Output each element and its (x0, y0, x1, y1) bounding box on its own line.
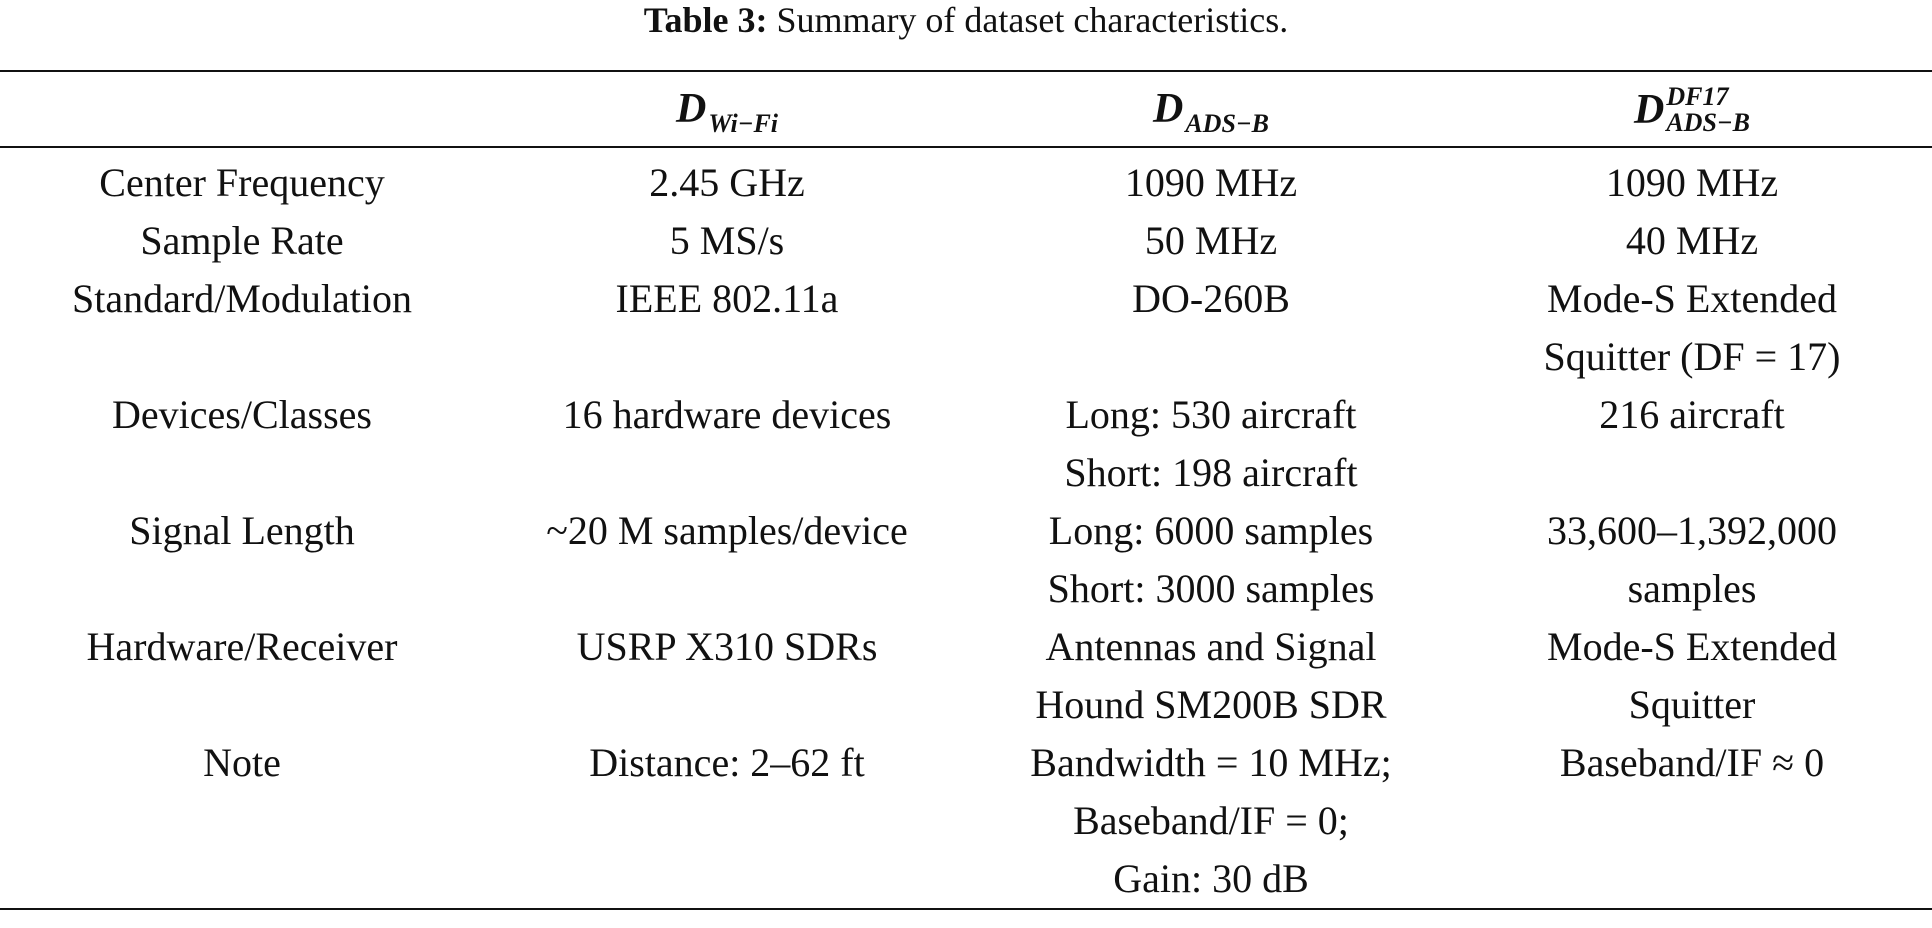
cell-df17: Mode-S Extended Squitter (1547, 624, 1837, 727)
row-label: Hardware/Receiver (86, 624, 398, 669)
row-label: Devices/Classes (112, 392, 372, 437)
cell-wifi: USRP X310 SDRs (576, 624, 878, 669)
table-row (0, 270, 1932, 386)
symbol-subscript: Wi−Fi (708, 109, 779, 138)
dataset-characteristics-table (0, 70, 1932, 910)
cell-adsb: Long: 6000 samples Short: 3000 samples (1047, 508, 1375, 611)
cell-adsb: Long: 530 aircraft Short: 198 aircraft (1064, 392, 1358, 495)
row-label: Standard/Modulation (72, 276, 412, 321)
symbol-subscript: ADS−B (1185, 109, 1270, 138)
cell-df17: Mode-S Extended Squitter (DF = 17) (1543, 276, 1841, 379)
row-label: Note (0, 734, 484, 909)
table-row (0, 502, 1932, 618)
symbol-subscript: ADS−B (1666, 107, 1751, 137)
symbol-base: D (1633, 86, 1665, 133)
header-wifi (484, 71, 970, 147)
symbol-d-adsb-df17 (1633, 81, 1751, 137)
symbol-base: D (675, 86, 707, 132)
cell-adsb: 1090 MHz (1124, 160, 1298, 205)
cell-df17: 216 aircraft (1599, 392, 1785, 437)
table-row (0, 212, 1932, 270)
symbol-d-adsb (1152, 85, 1270, 138)
cell-wifi: 16 hardware devices (562, 392, 892, 437)
row-label: Signal Length (129, 508, 355, 553)
header-adsb (970, 71, 1452, 147)
cell-adsb: Antennas and Signal Hound SM200B SDR (1035, 624, 1387, 727)
table-row (0, 386, 1932, 502)
cell-df17: 40 MHz (1625, 218, 1759, 263)
table-caption-text: Summary of dataset characteristics. (767, 0, 1289, 40)
cell-df17: 1090 MHz (1605, 160, 1779, 205)
header-adsb-df17 (1452, 71, 1932, 147)
cell-df17: 33,600–1,392,000 samples (1547, 508, 1837, 611)
cell-wifi: ~20 M samples/device (546, 508, 908, 553)
cell-wifi: Distance: 2–62 ft (484, 734, 970, 909)
symbol-base: D (1152, 86, 1184, 132)
table-row (0, 618, 1932, 734)
cell-wifi: 2.45 GHz (649, 160, 805, 205)
table-row (0, 734, 1932, 909)
table-caption (0, 0, 1932, 40)
header-empty-cell (0, 71, 484, 147)
header-row (0, 71, 1932, 147)
row-label: Sample Rate (140, 218, 344, 263)
cell-df17: Baseband/IF ≈ 0 (1452, 734, 1932, 909)
symbol-superscript: DF17 (1666, 81, 1729, 111)
row-label: Center Frequency (99, 160, 385, 205)
cell-wifi: IEEE 802.11a (615, 276, 839, 321)
cell-adsb: Bandwidth = 10 MHz; Baseband/IF = 0; Gain: 30 dB (970, 734, 1452, 909)
cell-adsb: 50 MHz (1144, 218, 1278, 263)
cell-adsb: DO-260B (1132, 276, 1290, 321)
table-caption-label: Table 3: (643, 0, 768, 40)
table-row (0, 147, 1932, 212)
cell-wifi: 5 MS/s (669, 218, 785, 263)
symbol-d-wifi (675, 85, 779, 138)
